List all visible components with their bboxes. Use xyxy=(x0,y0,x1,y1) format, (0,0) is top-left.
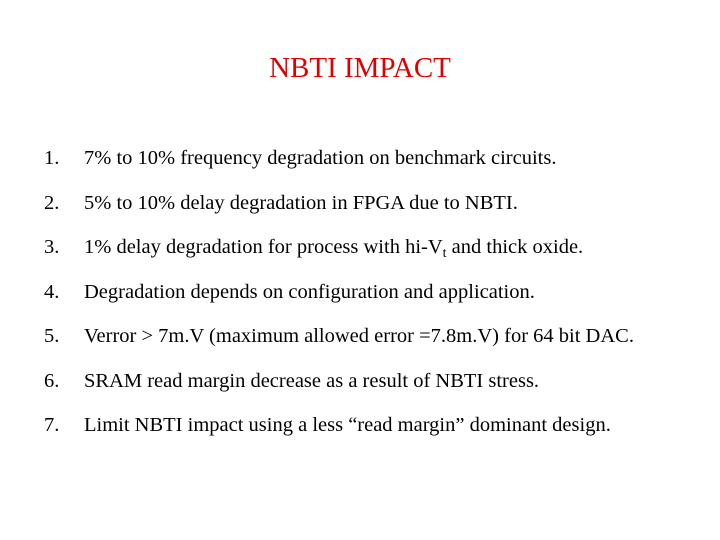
item-number: 2. xyxy=(44,191,60,214)
item-text: SRAM read margin decrease as a result of NBTI stress. xyxy=(84,369,540,392)
item-text-after: and thick oxide. xyxy=(446,236,584,259)
item-text: Verror > 7m.V (maximum allowed error =7.8m.V) for 64 bit DAC. xyxy=(84,325,634,348)
item-number: 6. xyxy=(44,369,60,392)
list-item xyxy=(44,359,704,404)
item-text: Degradation depends on configuration and application. xyxy=(84,280,535,303)
item-text xyxy=(84,229,704,265)
item-text: Limit NBTI impact using a less “read margin” dominant design. xyxy=(84,414,611,437)
list-item xyxy=(44,403,704,448)
list-item xyxy=(44,225,704,270)
list-item xyxy=(44,270,704,315)
item-number: 4. xyxy=(44,280,60,303)
list-item xyxy=(44,181,704,226)
list-item xyxy=(44,314,704,359)
item-number: 5. xyxy=(44,325,60,348)
item-number: 3. xyxy=(44,236,60,259)
item-subscript: t xyxy=(442,246,447,262)
item-text: 5% to 10% delay degradation in FPGA due to NBTI. xyxy=(84,191,518,214)
item-number: 1. xyxy=(44,147,60,170)
item-number: 7. xyxy=(44,414,60,437)
bullet-list xyxy=(44,136,704,448)
item-text-before: 1% delay degradation for process with hi-V xyxy=(84,236,443,259)
item-text: 7% to 10% frequency degradation on benchmark circuits. xyxy=(84,147,557,170)
list-item xyxy=(44,136,704,181)
slide-title: NBTI IMPACT xyxy=(269,52,451,84)
